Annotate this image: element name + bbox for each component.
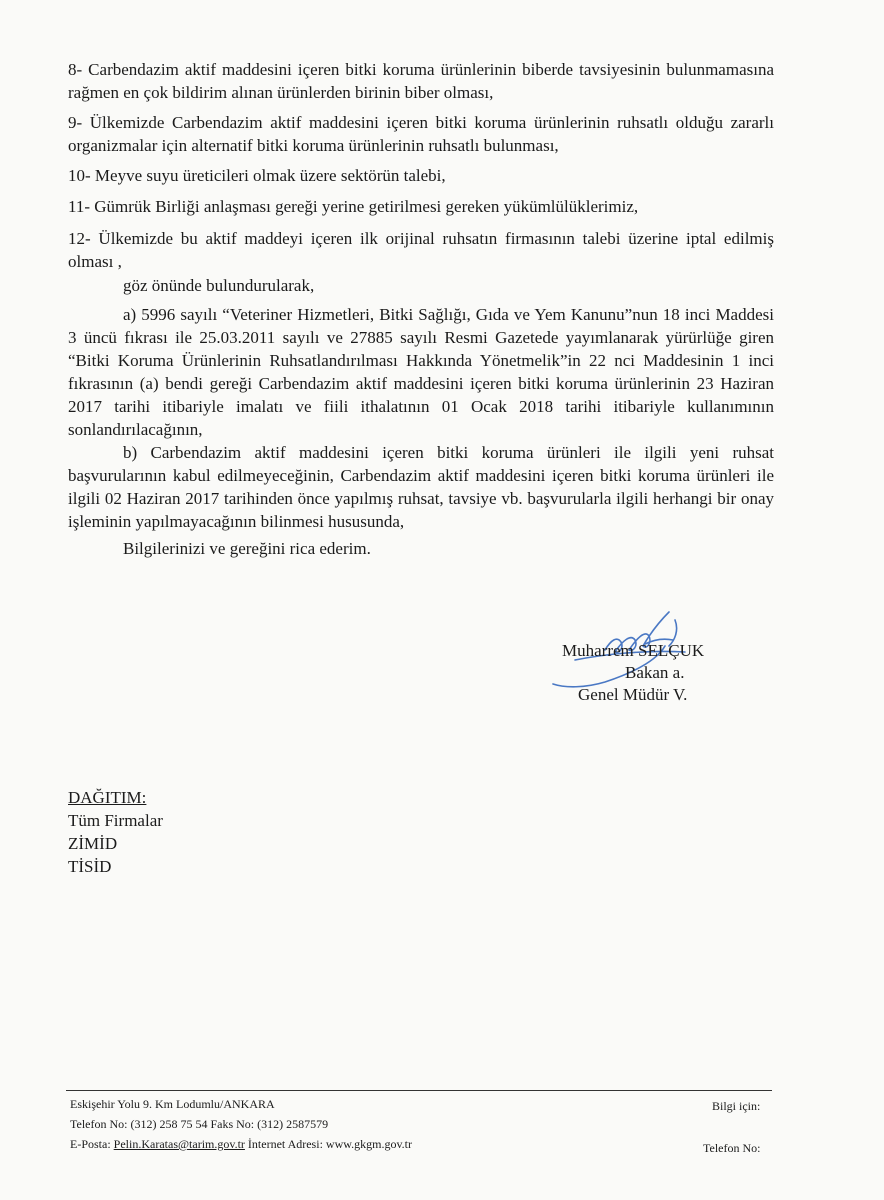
footer-divider <box>66 1090 772 1091</box>
distribution-title: DAĞITIM: <box>68 788 147 807</box>
paragraph-item-9: 9- Ülkemizde Carbendazim aktif maddesini içeren bitki koruma ürünlerinin ruhsatlı olduğu zararlı organizmalar için alternatif bitki koruma ürünlerinin ruhsatlı bulunması, <box>68 113 774 155</box>
distribution-item: TİSİD <box>68 857 112 876</box>
footer-phone-label: Telefon No: <box>703 1141 761 1155</box>
paragraph-item-8: 8- Carbendazim aktif maddesini içeren bitki koruma ürünlerinin biberde tavsiyesinin bulunmamasına rağmen en çok bildirim alınan ürünlerden birinin biber olması, <box>68 60 774 102</box>
footer-web: İnternet Adresi: www.gkgm.gov.tr <box>247 1137 413 1151</box>
footer-info-label: Bilgi için: <box>712 1099 761 1113</box>
paragraph-b: b) Carbendazim aktif maddesini içeren bitki koruma ürünleri ile ilgili yeni ruhsat başvurularının kabul edilmeyeceğinin, Carbendazim aktif maddesini içeren bitki koruma ürünleri ile ilgili 02 Haziran 2017 tarihinden önce yapılmış ruhsat, tavsiye vb. başvurularla ilgili herhangi bir onay işleminin yapılmayacağının bilinmesi hususunda, <box>68 443 774 531</box>
paragraph-item-10: 10- Meyve suyu üreticileri olmak üzere sektörün talebi, <box>68 166 446 185</box>
footer-email-link[interactable]: Pelin.Karatas@tarim.gov.tr <box>113 1137 245 1151</box>
paragraph-considering: göz önünde bulundurularak, <box>123 276 315 295</box>
paragraph-item-12: 12- Ülkemizde bu aktif maddeyi içeren ilk orijinal ruhsatın firmasının talebi üzerine iptal edilmiş olması , <box>68 229 774 271</box>
signatory-title-2: Genel Müdür V. <box>578 685 688 704</box>
paragraph-closing: Bilgilerinizi ve gereğini rica ederim. <box>123 539 371 558</box>
paragraph-item-11: 11- Gümrük Birliği anlaşması gereği yerine getirilmesi gereken yükümlülüklerimiz, <box>68 197 639 216</box>
distribution-item: Tüm Firmalar <box>68 811 163 830</box>
distribution-list <box>68 786 163 878</box>
footer-address: Eskişehir Yolu 9. Km Lodumlu/ANKARA <box>70 1097 275 1111</box>
paragraph-a: a) 5996 sayılı “Veteriner Hizmetleri, Bitki Sağlığı, Gıda ve Yem Kanunu”nun 18 inci Maddesi 3 üncü fıkrası ile 25.03.2011 sayılı ve 27885 sayılı Resmi Gazetede yayımlanarak yürürlüğe giren “Bitki Koruma Ürünlerinin Ruhsatlandırılması Hakkında Yönetmelik”in 22 nci Maddesinin 1 inci fıkrasının (a) bendi gereği Carbendazim aktif maddesini içeren bitki koruma ürünlerinin 23 Haziran 2017 tarihi itibariyle imalatı ve fiili ithalatının 01 Ocak 2018 tarihi itibariyle kullanımının sonlandırılacağının, <box>68 305 774 439</box>
signatory-name: Muharrem SELÇUK <box>562 641 705 660</box>
signatory-title-1: Bakan a. <box>625 663 685 682</box>
footer-email-label: E-Posta: <box>70 1137 111 1151</box>
distribution-item: ZİMİD <box>68 834 118 853</box>
footer-phone: Telefon No: (312) 258 75 54 Faks No: (312) 2587579 <box>70 1117 329 1131</box>
footer-contact <box>70 1094 412 1154</box>
footer-email-line <box>70 1134 412 1154</box>
